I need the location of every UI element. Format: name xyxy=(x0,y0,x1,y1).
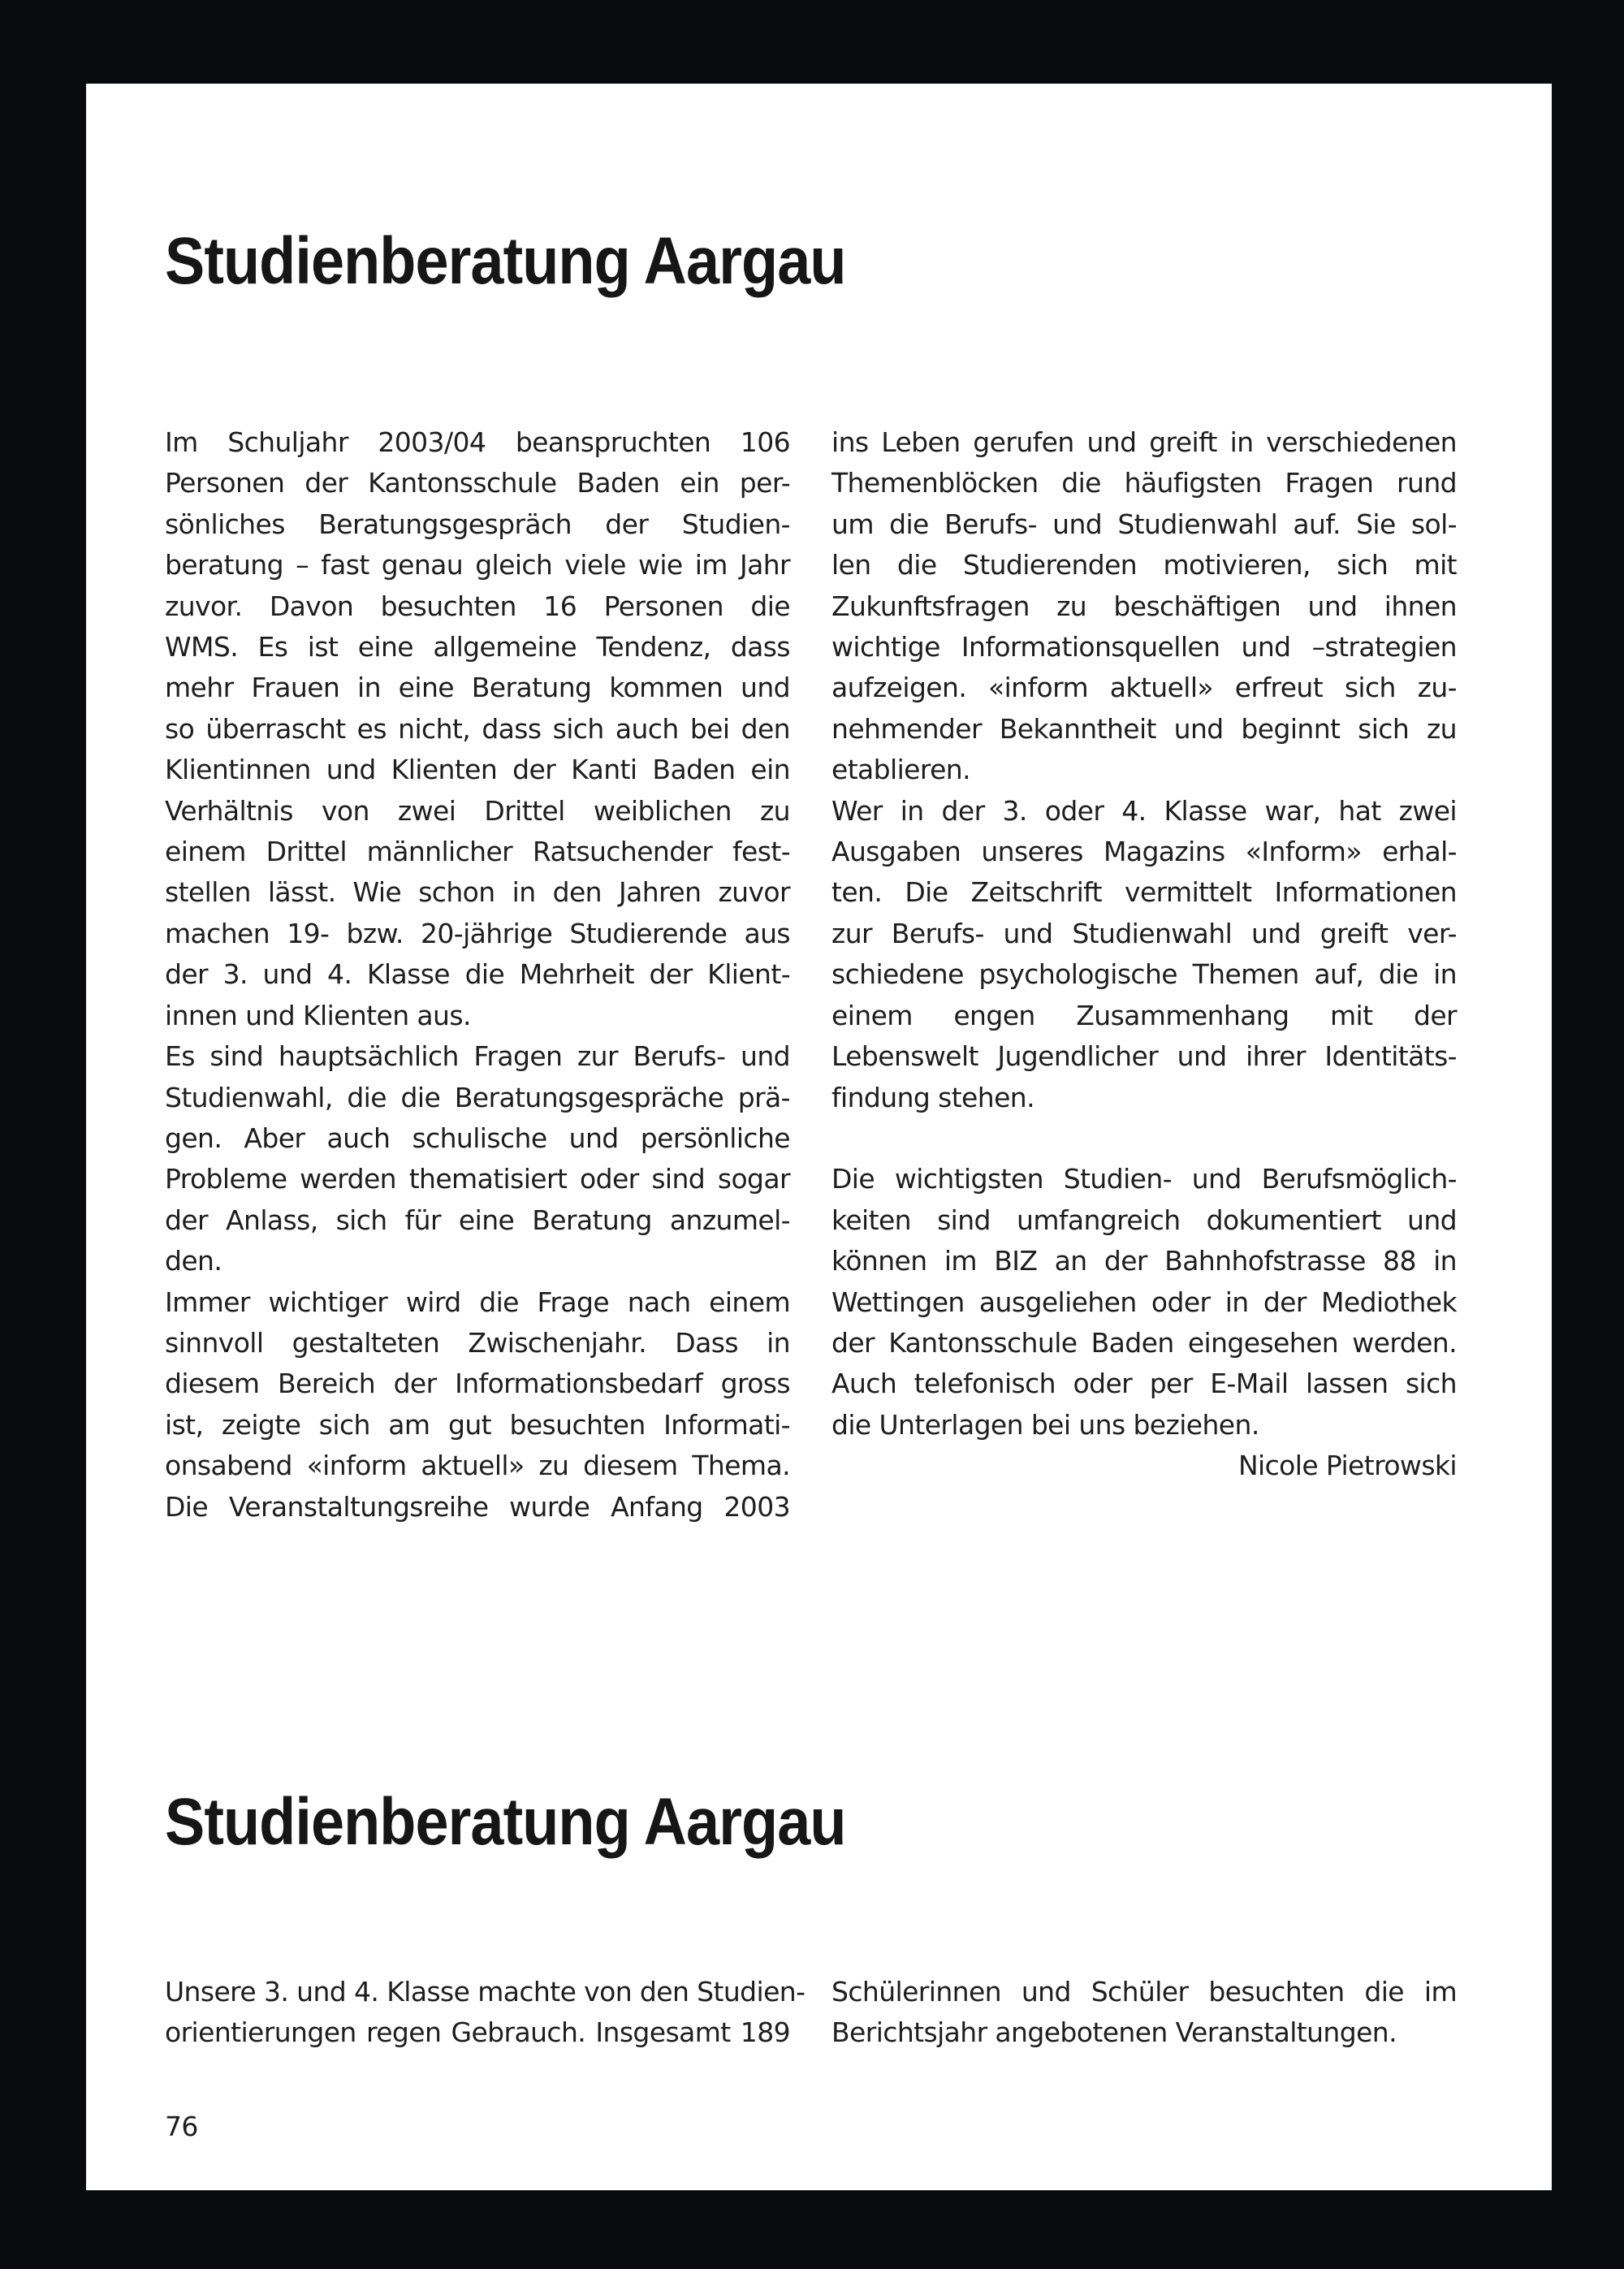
section-2-left-column xyxy=(165,1972,806,2054)
section-title: Studienberatung Aargau xyxy=(165,1785,846,1859)
text-line: Wer in der 3. oder 4. Klasse war, hat zwei xyxy=(831,794,1457,827)
text-line: beratung – fast genau gleich viele wie im Jahr xyxy=(165,549,790,581)
text-line: schiedene psychologische Themen auf, die in xyxy=(831,958,1457,991)
text-line: Berichtsjahr angebotenen Veranstaltungen. xyxy=(831,2016,1397,2049)
text-line: machen 19- bzw. 20-jährige Studierende aus xyxy=(165,917,790,949)
text-line: ins Leben gerufen und greift in verschiedenen xyxy=(831,426,1457,458)
text-line: innen und Klienten aus. xyxy=(165,999,471,1031)
text-line: Personen der Kantonsschule Baden ein per- xyxy=(165,467,790,499)
text-line: diesem Bereich der Informationsbedarf gross xyxy=(165,1368,790,1400)
text-line: Unsere 3. und 4. Klasse machte von den Studien- xyxy=(165,1976,806,2008)
text-line: mehr Frauen in eine Beratung kommen und xyxy=(165,672,790,704)
text-line: der Anlass, sich für eine Beratung anzumel- xyxy=(165,1204,790,1236)
text-line: WMS. Es ist eine allgemeine Tendenz, dass xyxy=(165,631,790,663)
text-line: Im Schuljahr 2003/04 beanspruchten 106 xyxy=(165,426,790,458)
text-line: orientierungen regen Gebrauch. Insgesamt 189 xyxy=(165,2016,790,2049)
text-line: Es sind hauptsächlich Fragen zur Berufs- und xyxy=(165,1040,790,1073)
text-line: der Kantonsschule Baden eingesehen werden. xyxy=(831,1326,1457,1359)
text-line: die Unterlagen bei uns beziehen. xyxy=(831,1408,1259,1441)
text-line: so überrascht es nicht, dass sich auch bei den xyxy=(165,712,790,745)
text-line: können im BIZ an der Bahnhofstrasse 88 in xyxy=(831,1245,1457,1277)
body-paragraph xyxy=(165,422,790,1528)
text-line: gen. Aber auch schulische und persönliche xyxy=(165,1122,790,1154)
text-line: wichtige Informationsquellen und –strategien xyxy=(831,631,1457,663)
text-line: Themenblöcken die häufigsten Fragen rund xyxy=(831,467,1457,499)
text-line: Zukunftsfragen zu beschäftigen und ihnen xyxy=(831,590,1457,622)
text-line: sönliches Beratungsgespräch der Studien- xyxy=(165,508,790,540)
body-paragraph xyxy=(831,422,1457,1118)
text-line: Schülerinnen und Schüler besuchten die im xyxy=(831,1976,1457,2008)
text-line: Die Veranstaltungsreihe wurde Anfang 2003 xyxy=(165,1490,790,1523)
text-line: stellen lässt. Wie schon in den Jahren zuvor xyxy=(165,876,790,909)
page-number: 76 xyxy=(165,2111,198,2142)
body-paragraph xyxy=(831,1972,1457,2054)
text-line: den. xyxy=(165,1245,222,1277)
text-line: Verhältnis von zwei Drittel weiblichen zu xyxy=(165,794,790,827)
body-paragraph xyxy=(831,1159,1457,1446)
text-line: findung stehen. xyxy=(831,1081,1034,1113)
text-line: ten. Die Zeitschrift vermittelt Informationen xyxy=(831,876,1457,909)
paragraph-spacer xyxy=(831,1118,1457,1159)
text-line: der 3. und 4. Klasse die Mehrheit der Klient- xyxy=(165,958,790,991)
body-paragraph xyxy=(165,1972,806,2054)
text-line: Lebenswelt Jugendlicher und ihrer Identitäts- xyxy=(831,1040,1457,1073)
text-line: ist, zeigte sich am gut besuchten Informati- xyxy=(165,1408,790,1441)
text-line: Klientinnen und Klienten der Kanti Baden ein xyxy=(165,754,790,786)
text-line: einem engen Zusammenhang mit der xyxy=(831,999,1457,1031)
text-line: nehmender Bekanntheit und beginnt sich zu xyxy=(831,712,1457,745)
text-line: etablieren. xyxy=(831,754,971,786)
text-line: Immer wichtiger wird die Frage nach einem xyxy=(165,1286,790,1318)
text-line: Auch telefonisch oder per E-Mail lassen sich xyxy=(831,1368,1457,1400)
section-2-right-column xyxy=(831,1972,1457,2054)
text-line: Wettingen ausgeliehen oder in der Mediothek xyxy=(831,1286,1457,1318)
document-page xyxy=(86,84,1552,2190)
text-line: Studienwahl, die die Beratungsgespräche prä- xyxy=(165,1081,790,1113)
text-line: zuvor. Davon besuchten 16 Personen die xyxy=(165,590,790,622)
section-1-right-column xyxy=(831,422,1457,1487)
text-line: Ausgaben unseres Magazins «Inform» erhal- xyxy=(831,836,1457,868)
text-line: Die wichtigsten Studien- und Berufsmöglich- xyxy=(831,1163,1457,1195)
text-line: Probleme werden thematisiert oder sind sogar xyxy=(165,1163,790,1195)
text-line: onsabend «inform aktuell» zu diesem Thema. xyxy=(165,1450,790,1482)
text-line: sinnvoll gestalteten Zwischenjahr. Dass in xyxy=(165,1326,790,1359)
section-title: Studienberatung Aargau xyxy=(165,224,846,298)
text-line: um die Berufs- und Studienwahl auf. Sie sol- xyxy=(831,508,1457,540)
text-line: einem Drittel männlicher Ratsuchender fest- xyxy=(165,836,790,868)
text-line: len die Studierenden motivieren, sich mit xyxy=(831,549,1457,581)
text-line: zur Berufs- und Studienwahl und greift ver- xyxy=(831,917,1457,949)
text-line: aufzeigen. «inform aktuell» erfreut sich zu- xyxy=(831,672,1457,704)
section-1-left-column xyxy=(165,422,790,1528)
text-line: keiten sind umfangreich dokumentiert und xyxy=(831,1204,1457,1236)
author-signature: Nicole Pietrowski xyxy=(1237,1450,1457,1482)
